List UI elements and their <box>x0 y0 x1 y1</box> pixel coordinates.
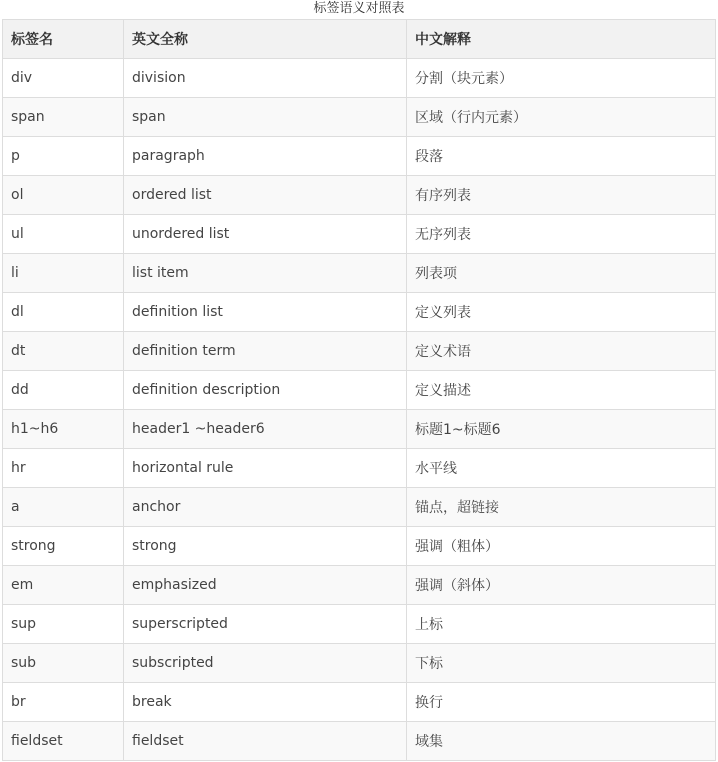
cell-chinese-explanation: 有序列表 <box>407 176 716 215</box>
cell-english-name: span <box>124 98 407 137</box>
cell-chinese-explanation: 锚点，超链接 <box>407 488 716 527</box>
cell-english-name: subscripted <box>124 644 407 683</box>
cell-tag-name: sup <box>3 605 124 644</box>
cell-tag-name: span <box>3 98 124 137</box>
cell-english-name: emphasized <box>124 566 407 605</box>
header-english-name: 英文全称 <box>124 20 407 59</box>
cell-chinese-explanation: 列表项 <box>407 254 716 293</box>
table-row <box>3 137 716 176</box>
cell-chinese-explanation: 定义列表 <box>407 293 716 332</box>
table-row <box>3 59 716 98</box>
header-row <box>3 20 716 59</box>
header-chinese-explanation: 中文解释 <box>407 20 716 59</box>
cell-chinese-explanation: 定义描述 <box>407 371 716 410</box>
table-header <box>3 20 716 59</box>
cell-english-name: definition term <box>124 332 407 371</box>
cell-chinese-explanation: 下标 <box>407 644 716 683</box>
table-row <box>3 683 716 722</box>
table-row <box>3 98 716 137</box>
cell-english-name: fieldset <box>124 722 407 761</box>
cell-chinese-explanation: 分割（块元素） <box>407 59 716 98</box>
cell-chinese-explanation: 换行 <box>407 683 716 722</box>
cell-chinese-explanation: 区域（行内元素） <box>407 98 716 137</box>
cell-chinese-explanation: 无序列表 <box>407 215 716 254</box>
table-row <box>3 566 716 605</box>
table-row <box>3 449 716 488</box>
cell-english-name: definition description <box>124 371 407 410</box>
cell-tag-name: dd <box>3 371 124 410</box>
cell-tag-name: strong <box>3 527 124 566</box>
table-body <box>3 59 716 761</box>
table-row <box>3 215 716 254</box>
cell-tag-name: hr <box>3 449 124 488</box>
cell-english-name: list item <box>124 254 407 293</box>
table-caption: 标签语义对照表 <box>313 1 405 16</box>
cell-english-name: strong <box>124 527 407 566</box>
cell-chinese-explanation: 强调（粗体） <box>407 527 716 566</box>
table-row <box>3 254 716 293</box>
table-row <box>3 488 716 527</box>
table-row <box>3 293 716 332</box>
cell-english-name: horizontal rule <box>124 449 407 488</box>
cell-english-name: definition list <box>124 293 407 332</box>
cell-tag-name: div <box>3 59 124 98</box>
cell-english-name: ordered list <box>124 176 407 215</box>
table-row <box>3 644 716 683</box>
cell-english-name: superscripted <box>124 605 407 644</box>
table-row <box>3 605 716 644</box>
header-tag-name: 标签名 <box>3 20 124 59</box>
cell-tag-name: li <box>3 254 124 293</box>
cell-english-name: division <box>124 59 407 98</box>
cell-tag-name: sub <box>3 644 124 683</box>
table-row <box>3 176 716 215</box>
cell-tag-name: ol <box>3 176 124 215</box>
cell-tag-name: em <box>3 566 124 605</box>
tag-semantics-table <box>2 19 716 761</box>
cell-tag-name: ul <box>3 215 124 254</box>
cell-chinese-explanation: 水平线 <box>407 449 716 488</box>
table-row <box>3 332 716 371</box>
table-row <box>3 410 716 449</box>
cell-tag-name: fieldset <box>3 722 124 761</box>
cell-english-name: header1 ~header6 <box>124 410 407 449</box>
cell-chinese-explanation: 标题1~标题6 <box>407 410 716 449</box>
table-row <box>3 722 716 761</box>
table-row <box>3 371 716 410</box>
cell-chinese-explanation: 强调（斜体） <box>407 566 716 605</box>
cell-tag-name: p <box>3 137 124 176</box>
cell-chinese-explanation: 定义术语 <box>407 332 716 371</box>
cell-chinese-explanation: 上标 <box>407 605 716 644</box>
cell-tag-name: dt <box>3 332 124 371</box>
cell-chinese-explanation: 段落 <box>407 137 716 176</box>
cell-chinese-explanation: 域集 <box>407 722 716 761</box>
cell-tag-name: dl <box>3 293 124 332</box>
cell-tag-name: a <box>3 488 124 527</box>
cell-tag-name: br <box>3 683 124 722</box>
cell-english-name: unordered list <box>124 215 407 254</box>
cell-tag-name: h1~h6 <box>3 410 124 449</box>
cell-english-name: paragraph <box>124 137 407 176</box>
cell-english-name: break <box>124 683 407 722</box>
table-row <box>3 527 716 566</box>
cell-english-name: anchor <box>124 488 407 527</box>
